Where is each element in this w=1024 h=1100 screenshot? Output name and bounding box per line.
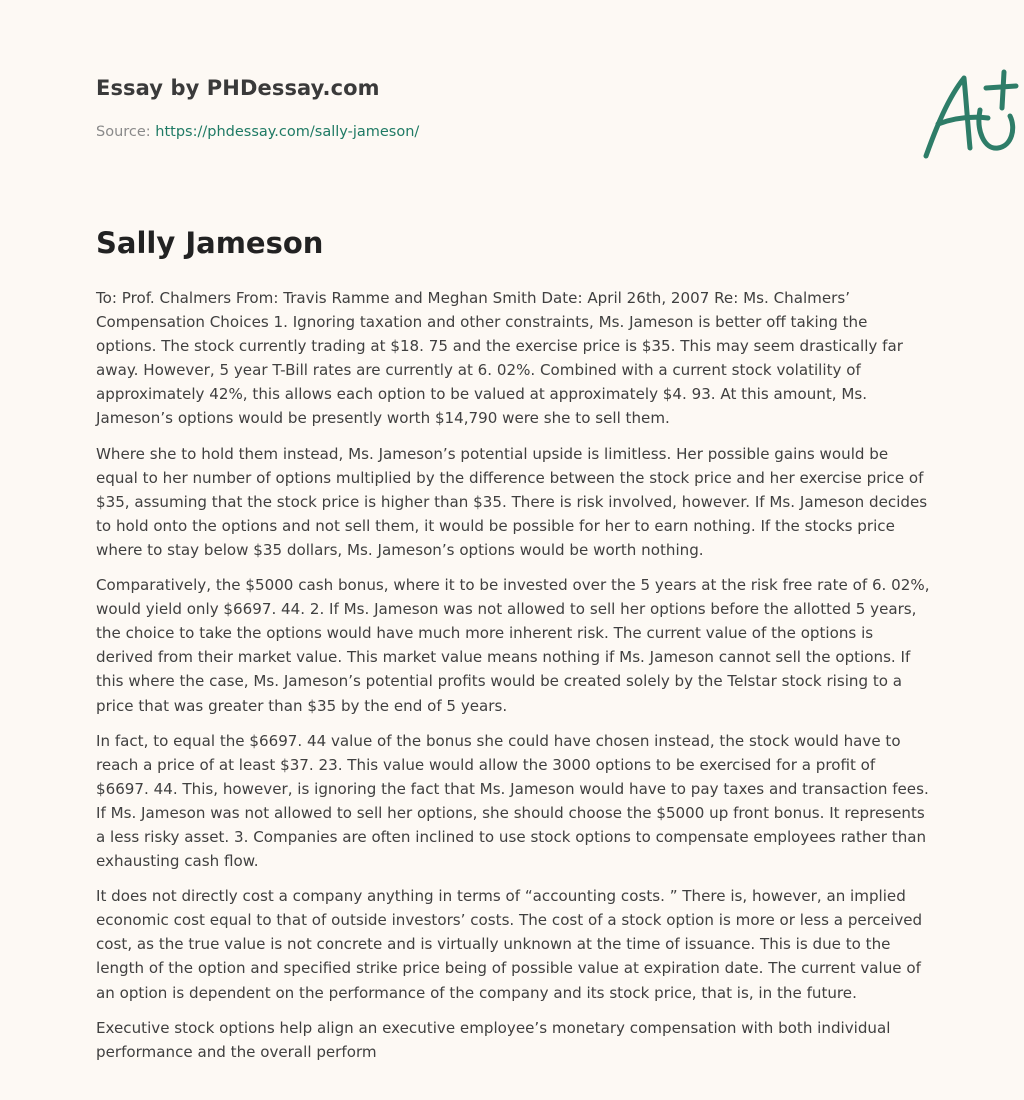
a-plus-logo-icon — [918, 68, 1024, 166]
essay-paragraph: Where she to hold them instead, Ms. Jameson’s potential upside is limitless. Her possible gains would be equal to her number of options multiplied by the difference between the stock price and her exercise price of $35, assuming that the stock price is higher than $35. There is risk involved, however. If Ms. Jameson decides to hold onto the options and not sell them, it would be possible for her to earn nothing. If the stocks price where to stay below $35 dollars, Ms. Jameson’s options would be worth nothing. — [96, 444, 928, 559]
essay-paragraph: Executive stock options help align an executive employee’s monetary compensation with both individual performance and the overall perform — [96, 1018, 891, 1061]
essay-title: Sally Jameson — [96, 226, 324, 260]
essay-paragraph: In fact, to equal the $6697. 44 value of the bonus she could have chosen instead, the stock would have to reach a price of at least $37. 23. This value would allow the 3000 options to be exercised for a profit of $6697. 44. This, however, is ignoring the fact that Ms. Jameson would have to pay taxes and transaction fees. If Ms. Jameson was not allowed to sell her options, she should choose the $5000 up front bonus. It represents a less risky asset. 3. Companies are often inclined to use stock options to compensate employees rather than exhausting cash flow. — [96, 731, 929, 871]
source-line — [96, 124, 419, 140]
site-title: Essay by PHDessay.com — [96, 76, 380, 100]
essay-paragraph: To: Prof. Chalmers From: Travis Ramme and Meghan Smith Date: April 26th, 2007 Re: Ms. Chalmers’ Compensation Choices 1. Ignoring taxation and other constraints, Ms. Jameson is better off taking the options. The stock currently trading at $18. 75 and the exercise price is $35. This may seem drastically far away. However, 5 year T-Bill rates are currently at 6. 02%. Combined with a current stock volatility of approximately 42%, this allows each option to be valued at approximately $4. 93. At this amount, Ms. Jameson’s options would be presently worth $14,790 were she to sell them. — [96, 289, 903, 428]
essay-paragraph: It does not directly cost a company anything in terms of “accounting costs. ” There is, however, an implied economic cost equal to that of outside investors’ costs. The cost of a stock option is more or less a perceived cost, as the true value is not concrete and is virtually unknown at the time of issuance. This is due to the length of the option and specified strike price being of possible value at expiration date. The current value of an option is dependent on the performance of the company and its stock price, that is, in the future. — [96, 887, 923, 1002]
essay-paragraph: Comparatively, the $5000 cash bonus, where it to be invested over the 5 years at the risk free rate of 6. 02%, would yield only $6697. 44. 2. If Ms. Jameson was not allowed to sell her options before the allotted 5 years, the choice to take the options would have much more inherent risk. The current value of the options is derived from their market value. This market value means nothing if Ms. Jameson cannot sell the options. If this where the case, Ms. Jameson’s potential profits would be created solely by the Telstar stock rising to a price that was greater than $35 by the end of 5 years. — [96, 576, 930, 715]
source-link[interactable]: https://phdessay.com/sally-jameson/ — [155, 124, 420, 140]
essay-body — [96, 286, 932, 1075]
source-label: Source: — [96, 124, 156, 140]
